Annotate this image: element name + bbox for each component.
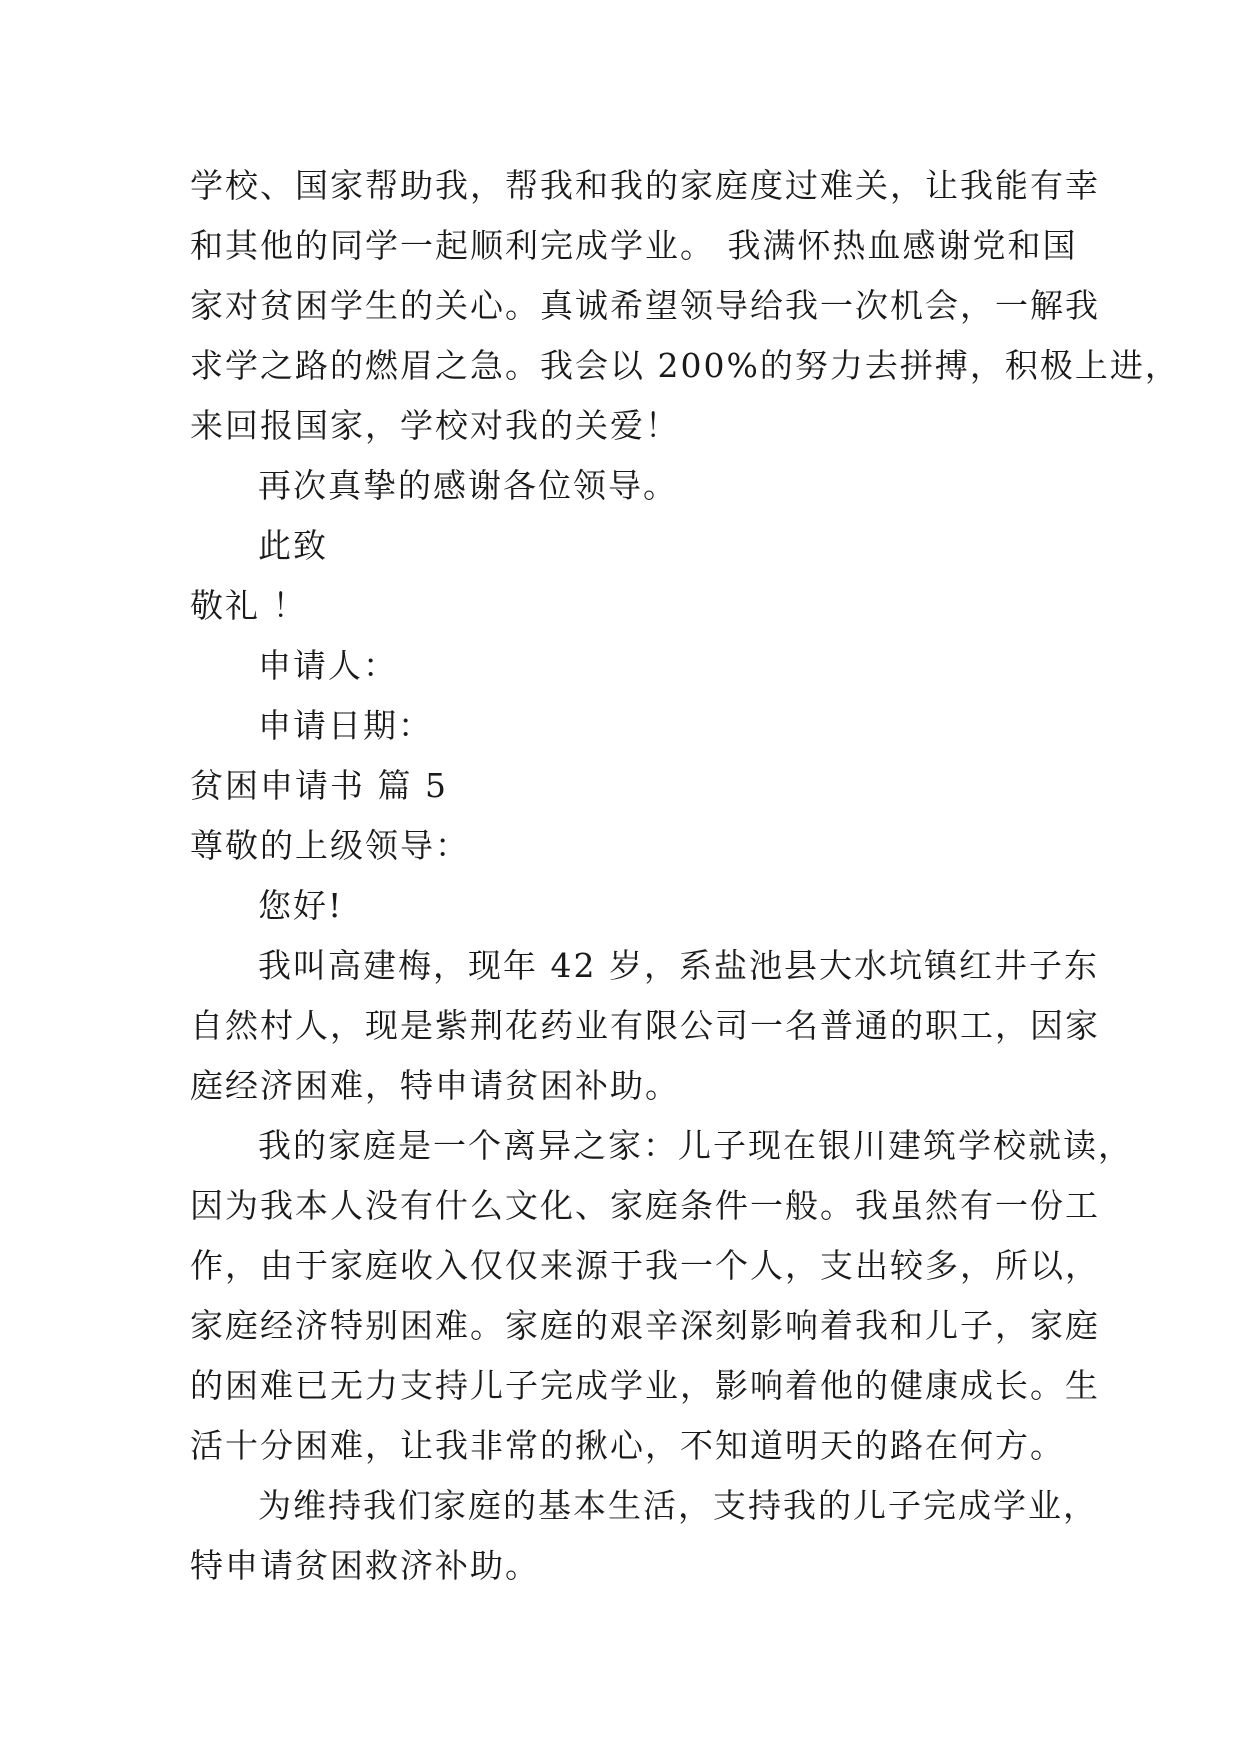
text-line: 来回报国家，学校对我的关爱！ — [190, 406, 680, 445]
text-line: 活十分困难，让我非常的揪心，不知道明天的路在何方。 — [190, 1426, 1065, 1465]
text-line: 和其他的同学一起顺利完成学业。 我满怀热血感谢党和国 — [190, 226, 1078, 265]
addressee-line: 尊敬的上级领导： — [190, 826, 470, 865]
text-line: 庭经济困难，特申请贫困补助。 — [190, 1066, 680, 1105]
text-line: 特申请贫困救济补助。 — [190, 1546, 540, 1585]
text-line: 学校、国家帮助我，帮我和我的家庭度过难关，让我能有幸 — [190, 166, 1100, 205]
greeting-line: 您好! — [258, 886, 344, 925]
text-line: 再次真挚的感谢各位领导。 — [258, 466, 678, 505]
document-page — [190, 164, 1180, 1604]
section-heading: 贫困申请书 篇 5 — [190, 766, 448, 805]
applicant-label: 申请人： — [258, 646, 398, 685]
date-label: 申请日期： — [258, 706, 433, 745]
text-line: 家庭经济特别困难。家庭的艰辛深刻影响着我和儿子，家庭 — [190, 1306, 1100, 1345]
text-line: 家对贫困学生的关心。真诚希望领导给我一次机会，一解我 — [190, 286, 1100, 325]
text-line: 作，由于家庭收入仅仅来源于我一个人，支出较多，所以， — [190, 1246, 1100, 1285]
text-line: 求学之路的燃眉之急。我会以 200%的努力去拼搏，积极上进， — [190, 346, 1180, 385]
text-line: 自然村人，现是紫荆花药业有限公司一名普通的职工，因家 — [190, 1006, 1100, 1045]
text-line: 的困难已无力支持儿子完成学业，影响着他的健康成长。生 — [190, 1366, 1100, 1405]
text-line: 为维持我们家庭的基本生活，支持我的儿子完成学业， — [258, 1486, 1098, 1525]
text-line: 我叫高建梅，现年 42 岁，系盐池县大水坑镇红井子东 — [258, 946, 1099, 985]
text-line: 因为我本人没有什么文化、家庭条件一般。我虽然有一份工 — [190, 1186, 1100, 1225]
text-line: 我的家庭是一个离异之家：儿子现在银川建筑学校就读， — [258, 1126, 1133, 1165]
salutation-line: 敬礼 ！ — [190, 586, 308, 625]
closing-line: 此致 — [258, 526, 328, 565]
